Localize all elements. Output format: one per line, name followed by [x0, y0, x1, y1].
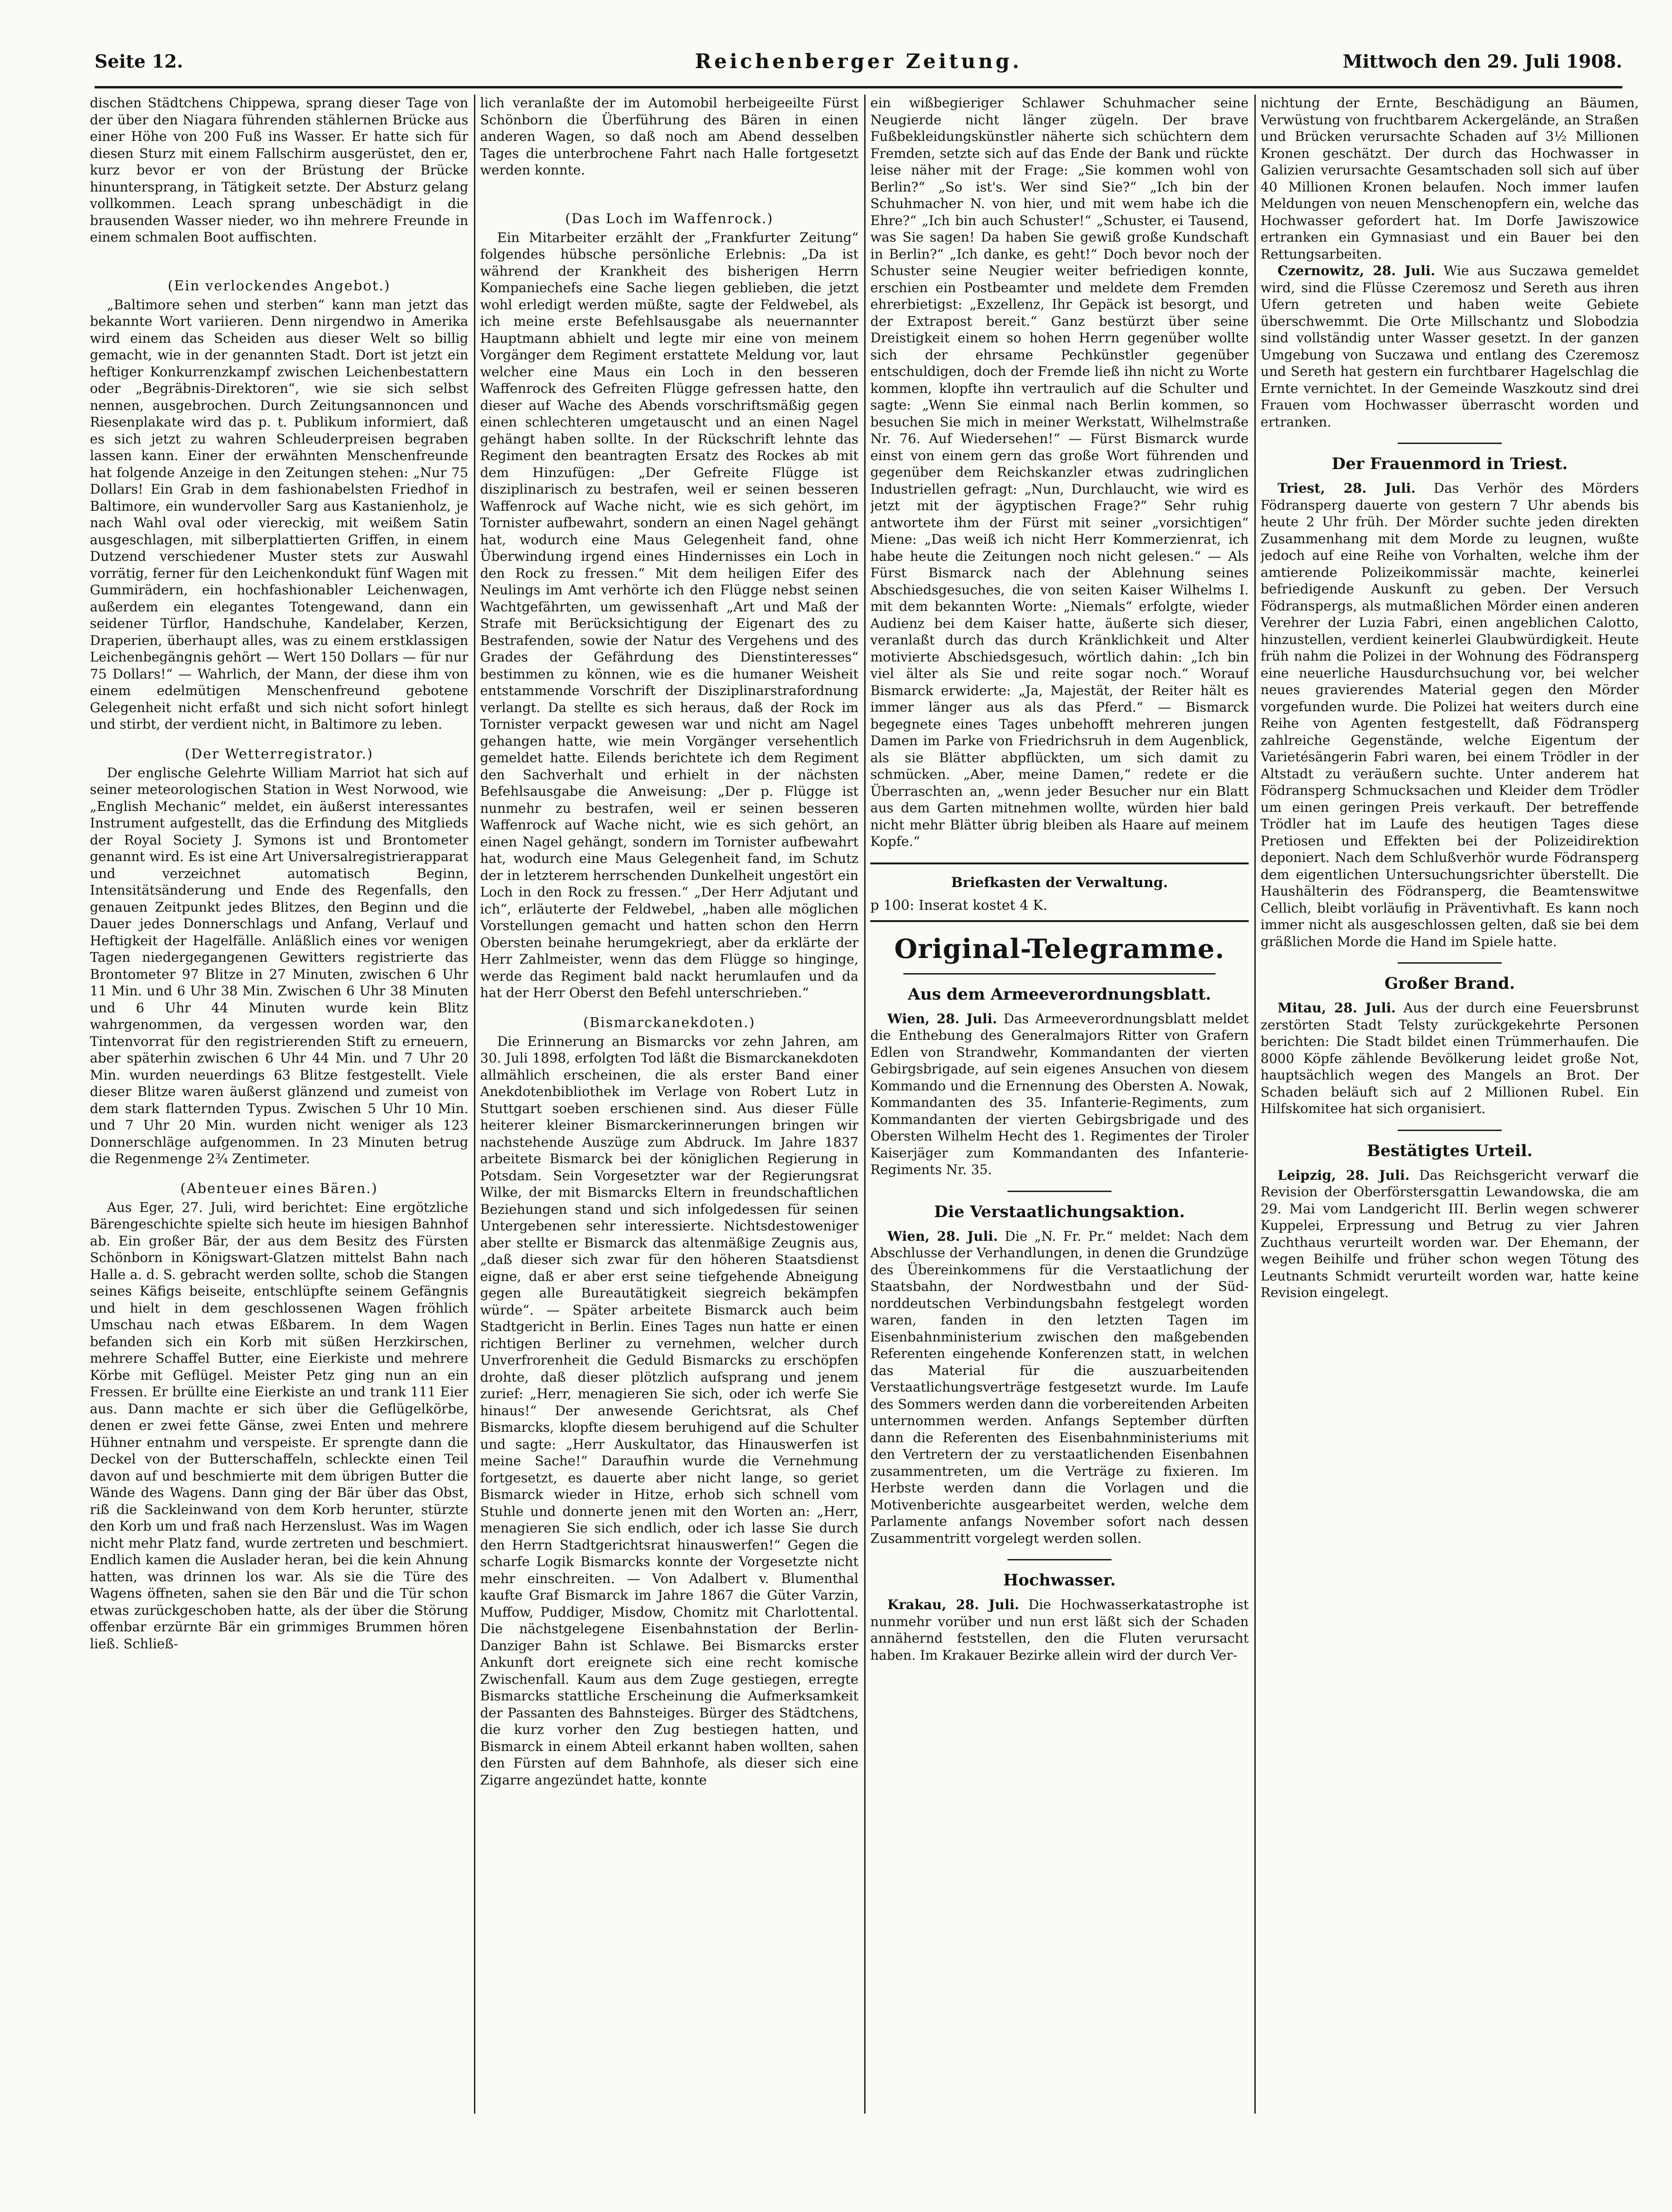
section-rule [870, 920, 1249, 922]
dateline: Czernowitz, 28. Juli. [1278, 263, 1436, 279]
article-body: ein wißbegieriger Schlawer Schuhmacher seine Neugierde nicht länger zügeln. Der brave Fußbekleidungskünstler näherte sich schüchtern dem Fremden, setzte sich auf das Ende der Bank und rückte leise näher mit der Frage: „Sie kommen wohl von Berlin?“ „So ist's. Wer sind Sie?“ „Ich bin der Schuhmacher N. von hier, und mit wem habe ich die Ehre?“ „Ich bin auch Schuster!“ „Schuster, ei Tausend, was Sie sagen! Da haben Sie gewiß große Kundschaft in Berlin?“ „Ich danke, es geht!“ Doch bevor noch der Schuster seine Neugier weiter befriedigen konnte, erschien ein Postbeamter und meldete dem Fremden ehrerbietigst: „Exzellenz, Ihr Gepäck ist besorgt, und der Extrapost bereit.“ Ganz bestürzt über seine Dreistigkeit einem so hohen Herrn gegenüber wollte sich der ehrsame Pechkünstler gegenüber entschuldigen, doch der Fremde ließ ihn nicht zu Worte kommen, klopfte ihn vertraulich auf die Schulter und sagte: „Wenn Sie einmal nach Berlin kommen, so besuchen Sie mich in meiner Werkstatt, Wilhelmstraße Nr. 76. Auf Wiedersehen!“ — Fürst Bismarck wurde einst von einem gern das große Wort führenden und gegenüber dem Reichskanzler etwas zudringlichen Industriellen gefragt: „Nun, Durchlaucht, wie wird es jetzt mit der ägyptischen Frage?“ Sehr ruhig antwortete ihm der Fürst mit seiner „vorsichtigen“ Miene: „Das weiß ich nicht Herr Kommerzienrat, ich habe heute die Zeitungen noch nicht gelesen.“ — Als Fürst Bismarck nach der Ablehnung seines Abschiedsgesuches, die von seiten Kaiser Wilhelms I. mit dem bekannten Worte: „Niemals“ erfolgte, wieder Audienz bei dem Kaiser hatte, äußerte sich dieser, veranlaßt durch das durch Kränklichkeit und Alter motivierte Abschiedsgesuch, wörtlich dahin: „Ich bin viel älter als Sie und reite sogar noch.“ Worauf Bismarck erwiderte: „Ja, Majestät, der Reiter hält es immer länger aus als das Pferd.“ — Bismarck begegnete eines Tages unbehofft mehreren jungen Damen im Parke von Friedrichsruh in dem Augenblick, als sie Blätter abpflückten, um sich damit zu schmücken. „Aber, meine Damen,“ redete er die Überraschten an, „wenn jeder Besucher nur ein Blatt aus dem Garten mitnehmen wollte, würden hier bald nicht mehr Blätter übrig bleiben als Haare auf meinem Kopfe.“ [870, 95, 1249, 849]
column-divider [864, 95, 866, 2114]
separator-rule [1398, 962, 1502, 964]
article-body: Das Armeeverordnungsblatt meldet die Enthebung des Generalmajors Ritter von Grafern Edlen von Strandwehr, Kommandanten der vierten Gebirgsbrigade, auf sein eigenes Ansuchen von diesem Kommando und die Ernennung des Obersten A. Nowak, Kommandanten des 35. Infanterie-Regiments, zum Kommandanten der vierten Gebirgsbrigade und des Obersten Wilhelm Hecht des 1. Regimentes der Tiroler Kaiserjäger zum Kommandanten des Infanterie-Regiments Nr. 35. [870, 1010, 1249, 1177]
dateline: Wien, 28. Juli. [887, 1010, 997, 1027]
page-header [95, 35, 1622, 87]
article-bismarck-cont [870, 95, 1249, 850]
column-divider [1254, 95, 1256, 2114]
separator-rule [1398, 443, 1502, 444]
dateline: Krakau, 28. Juli. [887, 1597, 1019, 1612]
separator-rule [1007, 1559, 1112, 1560]
banner-rule [903, 973, 1216, 975]
telegram-brand [1261, 972, 1639, 1117]
section-rule [870, 862, 1249, 864]
dateline: Mitau, 28. Juli. [1278, 1000, 1396, 1016]
article-wetterregistrator [90, 745, 468, 1167]
article-title: (Der Wetterregistrator.) [184, 745, 374, 762]
article-body: Ein Mitarbeiter erzählt der „Frankfurter Zeitung“ folgendes hübsche persönliche Erlebnis: „Da ist während der Krankheit des bisherigen Herrn Kompaniechefs eine Sache liegen geblieben, die jetzt wohl erledigt werden müßte, sagte der Feldwebel, als ich meine erste Befehlsausgabe als neuernannter Hauptmann abhielt und legte mir eine von meinem Vorgänger dem Regiment erstattete Meldung vor, laut welcher eine Maus ein Loch in den besseren Waffenrock des Gefreiten Flügge gefressen hatte, den dieser auf Wache des Abends vorschriftsmäßig gegen einen schlechteren umgetauscht und an einen Nagel gehängt haben sollte. In der Rückschrift lehnte das Regiment den beantragten Ersatz des Rockes ab mit dem Hinzufügen: „Der Gefreite Flügge ist disziplinarisch zu bestrafen, weil er seinen besseren Waffenrock auf Wache nicht, wie es sich gehört, im Tornister aufbewahrt, sondern an einen Nagel gehängt hat, wodurch eine Maus Gelegenheit fand, ohne Überwindung irgend eines Hindernisses ein Loch in den Rock zu fressen.“ Mit dem heiligen Eifer des Neulings im Amt verhörte ich den Flügge nebst seinen Wachtgefährten, um gewissenhaft „Art und Maß der Strafe mit Berücksichtigung der Eigenart des zu Bestrafenden, sowie der Natur des Vergehens und des Grades der Gefährdung des Dienstinteresses“ bestimmen zu können, wie es die humaner Weisheit entstammende Vorschrift der Disziplinarstrafordnung verlangt. Da stellte es sich heraus, daß der Rock im Tornister verpackt gewesen war und nicht am Nagel gehangen hatte, wie mein Vorgänger versehentlich gemeldet hatte. Eilends berichtete ich dem Regiment den Sachverhalt und erhielt in der nächsten Befehlsausgabe die Anweisung: „Der p. Flügge ist nunmehr zu bestrafen, weil er seinen besseren Waffenrock auf Wache nicht, wie es sich gehört, an einen Nagel gehängt, sondern im Tornister aufbewahrt hat, wodurch eine Maus Gelegenheit fand, im Schutz der in letzterem herrschenden Dunkelheit ungestört ein Loch in den Rock zu fressen.“ „Der Herr Adjutant und ich“, erläuterte der Feldwebel, „haben alle möglichen Vorstellungen gemacht und hatten schon den Herrn Obersten beinahe herumgekriegt, aber da erklärte der Herr Zahlmeister, wenn das dem Flügge so hinginge, werde das Regiment bald nackt herumlaufen und da hat der Herr Oberst den Befehl unterschrieben.“ [480, 229, 858, 1001]
telegram-hochwasser-cont [1261, 95, 1639, 430]
article-title: Bestätigtes Urteil. [1366, 1141, 1533, 1160]
page-number: Seite 12. [95, 51, 184, 72]
article-title: (Bismarckanekdoten.) [583, 1014, 755, 1030]
article-body: Die Hochwasserkatastrophe ist nunmehr vorüber und nun erst läßt sich der Schaden annähernd feststellen, den die Fluten verursacht haben. Im Krakauer Bezirke allein wird der durch Ver- [870, 1597, 1249, 1663]
article-body: Aus Eger, 27. Juli, wird berichtet: Eine ergötzliche Bärengeschichte spielte sich heute im hiesigen Bahnhof ab. Ein großer Bär, der aus dem Besitz des Fürsten Schönborn in Königswart-Glatzen mittelst Bahn nach Halle a. d. S. gebracht werden sollte, schob die Stangen seines Käfigs beiseite, entschlüpfte seinem Gefängnis und hielt in dem geschlossenen Wagen fröhlich Umschau nach etwas Eßbarem. In dem Wagen befanden sich ein Korb mit süßen Herzkirschen, mehrere Schaffel Butter, eine Eierkiste und mehrere Körbe mit Geflügel. Meister Petz ging nun an ein Fressen. Er brüllte eine Eierkiste an und trank 111 Eier aus. Dann machte er sich über die Geflügelkörbe, denen er zwei fette Gänse, zwei Enten und mehrere Hühner entnahm und verspeiste. Er sprengte dann die Deckel von der Butterschaffeln, schleckte einen Teil davon auf und beschmierte mit dem übrigen Butter die Wände des Wagens. Dann ging der Bär über das Obst, riß die Sackleinwand von dem Korb herunter, stürzte den Korb um und fraß nach Herzenslust. Was im Wagen nicht mehr Platz fand, wurde zertreten und beschmiert. Endlich kamen die Auslader heran, bei die kein Ahnung hatten, was drinnen los war. Als sie die Türe des Wagens öffneten, sahen sie den Bär und die Tür schon etwas zurückgeschoben hatte, als der über die Störung offenbar erzürnte Bär ein grimmiges Brummen hören ließ. Schließ- [90, 1199, 468, 1652]
telegram-banner: Original-Telegramme. [894, 933, 1225, 965]
column-divider [474, 95, 475, 2114]
article-body: Das Reichsgericht verwarf die Revision der Oberförstersgattin Lewandowska, die am 29. Mai vom Landgericht III. Berlin wegen schwerer Kuppelei, Erpressung und Betrug zu vier Jahren Zuchthaus verurteilt worden war. Der Ehemann, der wegen Beihilfe und früher schon wegen Tötung des Leutnants Schmidt verurteilt worden war, hatte keine Revision eingelegt. [1261, 1167, 1639, 1300]
telegram-hochwasser [870, 1569, 1249, 1663]
article-body: lich veranlaßte der im Automobil herbeigeeilte Fürst Schönborn die Überführung des Bären in einen anderen Wagen, so daß noch am Abend desselben Tages die unterbrochene Fahrt nach Halle fortgesetzt werden konnte. [480, 95, 858, 178]
header-rule [95, 86, 1622, 88]
article-body: Aus der durch eine Feuersbrunst zerstörten Stadt Telsty zurückgekehrte Personen berichten: Die Stadt bildet einen Trümmerhaufen. Die 8000 Köpfe zählende Bevölkerung leidet große Not, hauptsächlich wegen des Mangels an Brot. Der Schaden beläuft sich auf 2 Millionen Rubel. Ein Hilfskomitee hat sich organisiert. [1261, 1000, 1639, 1116]
dateline: Leipzig, 28. Juli. [1278, 1167, 1410, 1183]
article-body: Die „N. Fr. Pr.“ meldet: Nach dem Abschlusse der Verhandlungen, in denen die Grundzüge des Übereinkommens für die Verstaatlichung der Staatsbahn, der Nordwestbahn und der Süd-norddeutschen Verbindungsbahn festgelegt worden waren, fanden in den letzten Tagen im Eisenbahnministerium zwischen den maßgebenden Referenten eingehende Konferenzen statt, in welchen das Material für die auszuarbeitenden Verstaatlichungsverträge festgesetzt wurde. Im Laufe des Sommers werden dann die vorbereitenden Arbeiten unternommen werden. Anfangs September dürften dann die Referenten des Eisenbahnministeriums mit den Vertretern der zu verstaatlichenden Eisenbahnen zusammentreten, um die Verträge zu fixieren. Im Herbste werden dann die Vorlagen und die Motivenberichte ausgearbeitet werden, welche dem Parlamente anfangs November sofort nach dessen Zusammentritt vorgelegt werden sollen. [870, 1228, 1249, 1546]
article-baeren [90, 1180, 468, 1653]
dateline: Wien, 28. Juli. [887, 1228, 998, 1244]
dateline: Triest, 28. Juli. [1278, 480, 1416, 496]
article-title: Großer Brand. [1384, 974, 1515, 993]
article-body: Die Erinnerung an Bismarcks vor zehn Jahren, am 30. Juli 1898, erfolgten Tod läßt die Bismarckanekdoten allmählich erscheinen, die als erster Band einer Anekdotenbibliothek im Verlage von Robert Lutz in Stuttgart soeben erschienen sind. Aus dieser Fülle heiterer kleiner Bismarckerinnerungen bringen wir nachstehende Auszüge zum Abdruck. Im Jahre 1837 arbeitete Bismarck bei der königlichen Regierung in Potsdam. Sein Vorgesetzter war der Regierungsrat Wilke, der mit Bismarcks Eltern in freundschaftlichen Beziehungen stand und sich infolgedessen für seinen Untergebenen sehr interessierte. Nichtsdestoweniger aber stellte er Bismarck das altenmäßige Zeugnis aus, „daß dieser sich zwar für den höheren Staatsdienst eigne, daß er aber erst seine tiefgehende Abneigung gegen alle Bureautätigkeit siegreich bekämpfen würde“. — Später arbeitete Bismarck auch beim Stadtgericht in Berlin. Eines Tages nun hatte er einen richtigen Berliner zu vernehmen, welcher durch Unverfrorenheit die Geduld Bismarcks zu erschöpfen drohte, daß dieser plötzlich aufsprang und jenem zurief: „Herr, menagieren Sie sich, oder ich werfe Sie hinaus!“ Der anwesende Gerichtsrat, als Chef Bismarcks, klopfte diesem beruhigend auf die Schulter und sagte: „Herr Auskultator, das Hinauswerfen ist meine Sache!“ Daraufhin wurde die Vernehmung fortgesetzt, es dauerte aber nicht lange, so geriet Bismarck wieder in Hitze, erhob sich schnell vom Stuhle und donnerte jenen mit den Worten an: „Herr, menagieren Sie sich endlich, oder ich lasse Sie durch den Herrn Stadtgerichtsrat hinauswerfen!“ Gegen die scharfe Logik Bismarcks konnte der Vorgesetzte nicht mehr einschreiten. — Von Adalbert v. Blumenthal kaufte Graf Bismarck im Jahre 1867 die Güter Varzin, Muffow, Puddiger, Misdow, Chomitz mit Charlottental. Die nächstgelegene Eisenbahnstation der Berlin-Danziger Bahn ist Schlawe. Bei Bismarcks erster Ankunft dort ereignete sich eine recht komische Zwischenfall. Kaum aus dem Zuge gestiegen, erregte Bismarcks stattliche Erscheinung die Aufmerksamkeit der Passanten des Bahnsteiges. Bürger des Städtchens, die kurz vorher den Zug bestiegen hatten, und Bismarck in einem Abteil erkannt haben wollten, sahen den Fürsten auf dem Bahnhofe, als dieser sich eine Zigarre angezündet hatte, konnte [480, 1033, 858, 1788]
newspaper-masthead: Reichenberger Zeitung. [695, 50, 1022, 73]
article-body: Der englische Gelehrte William Marriot hat sich auf seiner meteorologischen Station in West Norwood, wie „English Mechanic“ meldet, ein äußerst interessantes Instrument aufgestellt, das die Erfindung des Mitglieds der Royal Society J. Symons ist und Brontometer genannt wird. Es ist eine Art Universalregistrierapparat und verzeichnet automatisch Beginn, Intensitätsänderung und Ende des Regenfalls, den genauen Zeitpunkt jedes Blitzes, den Beginn und die Dauer jedes Donnerschlags und Anfang, Verlauf und Heftigkeit der Hagelfälle. Anläßlich eines vor wenigen Tagen niedergegangenen Gewitters registrierte das Brontometer 97 Blitze in 27 Minuten, zwischen 6 Uhr 11 Min. und 6 Uhr 38 Min. Zwischen 6 Uhr 38 Minuten und 6 Uhr 44 Minuten wurde kein Blitz wahrgenommen, da vergessen worden war, den Tintenvorrat für den registrierenden Stift zu erneuern, aber späterhin zwischen 6 Uhr 44 Min. und 7 Uhr 20 Min. wurden neuerdings 63 Blitze festgestellt. Viele dieser Blitze waren äußerst glänzend und zumeist von dem stark flatternden Typus. Zwischen 5 Uhr 10 Min. und 7 Uhr 20 Min. wurden nicht weniger als 123 Donnerschläge aufgenommen. In 23 Minuten betrug die Regenmenge 2¾ Zentimeter. [90, 765, 468, 1167]
article-waffenrock [480, 210, 858, 1001]
article-body: nichtung der Ernte, Beschädigung an Bäumen, Verwüstung von fruchtbarem Ackergelände, an Straßen und Brücken verursachte Schaden auf 3½ Millionen Kronen geschätzt. Der durch das Hochwasser in Galizien verursachte Gesamtschaden soll sich auf über 40 Millionen Kronen belaufen. Noch immer laufen Meldungen von neuen Menschenopfern ein, welche das Hochwasser gefordert hat. Im Dorfe Jawiszowice ertranken ein Gymnasiast und ein Bauer bei den Rettungsarbeiten. [1261, 95, 1639, 262]
telegram-verstaatlichung [870, 1201, 1249, 1547]
article-body: Wie aus Suczawa gemeldet wird, sind die Flüsse Czeremosz und Sereth aus ihren Ufern getreten und haben weite Gebiete überschwemmt. Die Orte Millschantz und Slobodzia sind vollständig unter Wasser gesetzt. In der ganzen Umgebung von Suczawa und entlang des Czeremosz und Sereth hat gestern ein furchtbarer Hagelschlag die Ernte vernichtet. In der Gemeinde Waszkoutz sind drei Frauen vom Hochwasser überrascht worden und ertranken. [1261, 263, 1639, 430]
notice-text: p 100: Inserat kostet 4 K. [870, 897, 1048, 913]
article-title: (Abenteuer eines Bären.) [180, 1180, 378, 1196]
article-title: Hochwasser. [1003, 1571, 1116, 1590]
issue-date: Mittwoch den 29. Juli 1908. [1342, 51, 1622, 72]
column-2 [480, 95, 858, 2114]
telegram-armee [870, 983, 1249, 1178]
article-body: „Baltimore sehen und sterben“ kann man jetzt das bekannte Wort variieren. Denn nirgendwo in Amerika wird einem das Scheiden aus dieser Welt so billig gemacht, wie in der genannten Stadt. Dort ist jetzt ein heftiger Konkurrenzkampf zwischen Leichenbestattern oder „Begräbnis-Direktoren“, wie sie sich selbst nennen, ausgebrochen. Durch Zeitungsannoncen und Riesenplakate wird das p. t. Publikum informiert, daß es sich jetzt zu wahren Schleuderpreisen begraben lassen kann. Einer der erwähnten Menschenfreunde hat folgende Anzeige in den Zeitungen stehen: „Nur 75 Dollars! Ein Grab in dem fashionabelsten Friedhof in Baltimore, ein wundervoller Sarg aus Kastanienholz, je nach Wahl oval oder viereckig, mit weißem Satin ausgeschlagen, mit silberplattierten Griffen, in einem Dutzend verschiedener Muster stets zur Auswahl vorrätig, ferner für den Leichenkondukt fünf Wagen mit Gummirädern, ein hochfashionabler Leichenwagen, außerdem ein elegantes Totengewand, dann ein seidener Türflor, Handschuhe, Kandelaber, Kerzen, Draperien, überhaupt alles, was zu einem erstklassigen Leichenbegängnis gehört — Wert 150 Dollars — für nur 75 Dollars!“ — Wahrlich, der Mann, der diese ihm von einem edelmütigen Menschenfreund gebotene Gelegenheit nicht erfaßt und sich nicht sofort hinlegt und stirbt, der verdient nicht, in Baltimore zu leben. [90, 296, 468, 732]
article-bismarck [480, 1014, 858, 1789]
article-title: (Ein verlockendes Angebot.) [167, 277, 391, 294]
article-body: Das Verhör des Mörders Födransperg dauerte von gestern 7 Uhr abends bis heute 2 Uhr früh. Der Mörder suchte jeden direkten Zusammenhang mit dem Morde zu leugnen, wußte jedoch auf eine Reihe von Vorhalten, welche ihm der amtierende Polizeikommissär machte, keinerlei befriedigende Auskunft zu geben. Der Versuch Födranspergs, als mutmaßlichen Mörder einen anderen Verehrer der Luzia Fabri, einen angeblichen Calotto, hinzustellen, verdient keinerlei Glaubwürdigkeit. Heute früh nahm die Polizei in der Wohnung des Födransperg eine neuerliche Hausdurchsuchung vor, bei welcher neues gravierendes Material gegen den Mörder vorgefunden wurde. Die Polizei hat weiters durch eine Reihe von Agenten festgestellt, daß Födransperg zahlreiche Gegenstände, welche Eigentum der Varietésängerin Fabri waren, bei einem Trödler in der Altstadt zu veräußern suchte. Unter anderem hat Födransperg Schmucksachen und Kleider dem Trödler um einen geringen Preis verkauft. Der betreffende Trödler hat im Laufe des heutigen Tages diese Pretiosen und Effekten bei der Polizeidirektion deponiert. Nach dem Schlußverhör wurde Födransperg dem eigentlichen Untersuchungsrichter überstellt. Die Haushälterin des Födransperg, die Beamtenswitwe Cellich, bleibt vorläufig in Präventivhaft. Es kann noch immer nicht als ausgeschlossen gelten, daß sie bei dem gräßlichen Morde die Hand im Spiele hatte. [1261, 480, 1639, 949]
article-title: (Das Loch im Waffenrock.) [565, 210, 774, 226]
article-baeren-cont [480, 95, 858, 179]
column-1 [90, 95, 468, 2114]
article-niagara [90, 95, 468, 246]
telegram-frauenmord [1261, 453, 1639, 950]
separator-rule [1007, 1191, 1112, 1192]
notice-heading: Briefkasten der Verwaltung. [951, 874, 1168, 890]
article-angebot [90, 277, 468, 733]
telegram-urteil [1261, 1140, 1639, 1301]
column-3 [870, 95, 1249, 2114]
article-title: Die Verstaatlichungsaktion. [934, 1202, 1185, 1221]
column-4 [1261, 95, 1639, 2114]
separator-rule [1398, 1130, 1502, 1131]
article-title: Aus dem Armeeverordnungsblatt. [908, 984, 1211, 1004]
article-title: Der Frauenmord in Triest. [1331, 454, 1568, 473]
article-body: dischen Städtchens Chippewa, sprang dieser Tage von der über den Niagara führenden stählernen Brücke aus einer Höhe von 200 Fuß ins Wasser. Er hatte sich für diesen Sturz mit einem Fallschirm ausgerüstet, den er, kurz bevor er von der Brüstung der Brücke hinuntersprang, in Tätigkeit setzte. Der Absturz gelang vollkommen. Leach sprang unbeschädigt in die brausenden Wasser nieder, wo ihn mehrere Freunde in einem schmalen Boot auffischten. [90, 95, 468, 245]
